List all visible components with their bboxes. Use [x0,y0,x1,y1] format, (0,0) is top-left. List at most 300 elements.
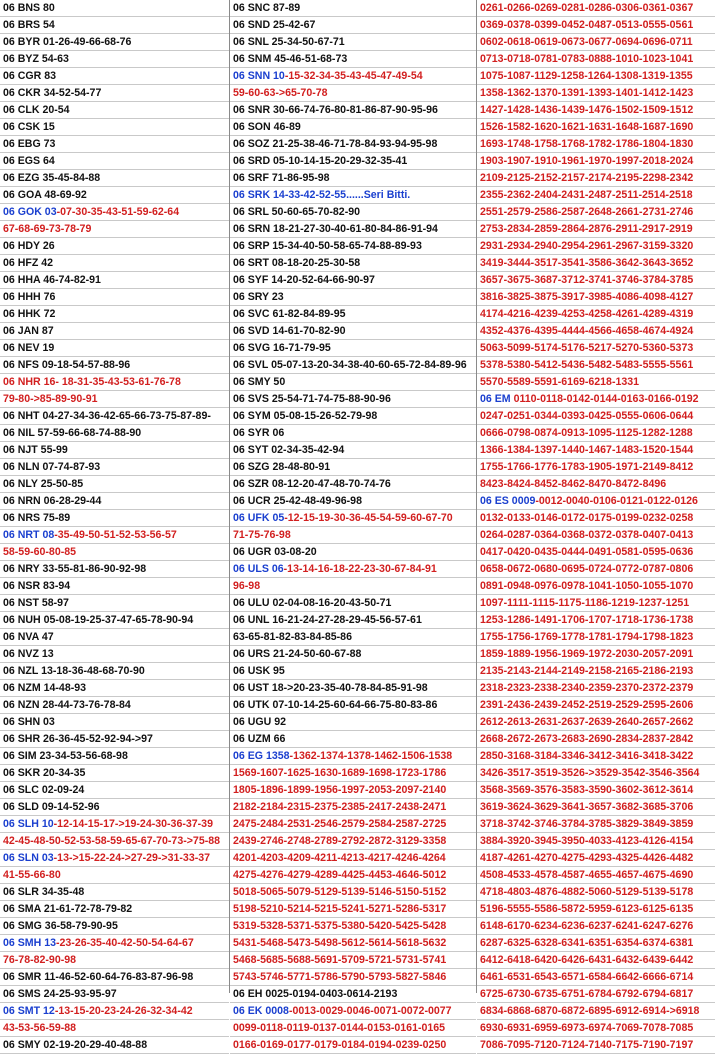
plate-entry [477,153,715,170]
plate-text: 06 NZN 28-44-73-76-78-84 [3,699,131,711]
plate-text: 06 SNC 87-89 [233,2,301,14]
plate-entry [230,986,476,1003]
plate-text: 2439-2746-2748-2789-2792-2872-3129-3358 [233,835,447,847]
plate-entry [230,918,476,935]
plate-text: 4187-4261-4270-4275-4293-4325-4426-4482 [480,852,694,864]
plate-text: 06 UGU 92 [233,716,286,728]
plate-text: 06 ULU 02-04-08-16-20-43-50-71 [233,597,392,609]
plate-text: 0247-0251-0344-0393-0425-0555-0606-0644 [480,410,694,422]
plate-text: 2850-3168-3184-3346-3412-3416-3418-3422 [480,750,694,762]
plate-entry [0,731,229,748]
plate-entry [477,238,715,255]
plate-entry [230,204,476,221]
plate-text: 06 UGR 03-08-20 [233,546,317,558]
plate-entry [477,629,715,646]
plate-column-1 [0,0,229,1051]
plate-entry [0,1003,229,1020]
plate-text: 06 SRN 18-21-27-30-40-61-80-84-86-91-94 [233,223,438,235]
plate-text: 41-55-66-80 [3,869,61,881]
plate-entry [477,119,715,136]
plate-entry [230,391,476,408]
plate-entry [230,272,476,289]
plate-entry [0,221,229,238]
plate-entry [477,663,715,680]
plate-entry [0,1020,229,1037]
plate-entry [230,629,476,646]
plate-text: 06 SNN 10 [233,70,285,82]
plate-text: 06 SNR 30-66-74-76-80-81-86-87-90-95-96 [233,104,438,116]
plate-text: 06 SON 46-89 [233,121,301,133]
plate-entry [230,969,476,986]
plate-column-3 [477,0,715,1051]
plate-text: 06 EG 1358 [233,750,290,762]
plate-text: 1427-1428-1436-1439-1476-1502-1509-1512 [480,104,694,116]
plate-entry [0,272,229,289]
plate-entry [477,34,715,51]
plate-entry [0,68,229,85]
plate-entry [477,867,715,884]
plate-text: 06 SIM 23-34-53-56-68-98 [3,750,128,762]
plate-text: 06 SVC 61-82-84-89-95 [233,308,346,320]
plate-entry [0,697,229,714]
plate-text: 1097-1111-1115-1175-1186-1219-1237-1251 [480,597,690,609]
plate-text: 6461-6531-6543-6571-6584-6642-6666-6714 [480,971,694,983]
plate-entry [477,544,715,561]
plate-entry [230,0,476,17]
plate-text: 4718-4803-4876-4882-5060-5129-5139-5178 [480,886,694,898]
plate-entry [477,459,715,476]
plate-text: 06 SHR 26-36-45-52-92-94->97 [3,733,153,745]
plate-entry [0,612,229,629]
plate-entry [0,17,229,34]
plate-text: 06 SVD 14-61-70-82-90 [233,325,346,337]
plate-text: 2668-2672-2673-2683-2690-2834-2837-2842 [480,733,694,745]
plate-entry [230,935,476,952]
plate-entry [477,595,715,612]
plate-text: 1859-1889-1956-1969-1972-2030-2057-2091 [480,648,694,660]
plate-text: 06 SMT 12 [3,1005,55,1017]
plate-entry [477,289,715,306]
plate-text: 06 SNL 25-34-50-67-71 [233,36,345,48]
plate-text: 1755-1766-1776-1783-1905-1971-2149-8412 [480,461,694,473]
plate-text: 06 SYR 06 [233,427,285,439]
plate-entry [230,714,476,731]
plate-entry [477,1020,715,1037]
plate-entry [0,187,229,204]
plate-text: -0012-0040-0106-0121-0122-0126 [535,495,698,507]
plate-entry [477,85,715,102]
plate-text: 06 SVG 16-71-79-95 [233,342,331,354]
plate-entry [477,969,715,986]
plate-entry [477,323,715,340]
plate-entry [0,255,229,272]
plate-entry [477,748,715,765]
plate-text: 06 SRK 14-33-42-52-55......Seri Bitti. [233,189,411,201]
plate-entry [477,1037,715,1054]
plate-text: 06 UFK 05 [233,512,285,524]
plate-entry [0,799,229,816]
plate-entry [230,34,476,51]
plate-text: 2475-2484-2531-2546-2579-2584-2587-2725 [233,818,447,830]
plate-entry [477,527,715,544]
plate-entry [230,680,476,697]
plate-entry [0,323,229,340]
plate-text: 06 EM [480,393,514,405]
plate-entry [230,731,476,748]
plate-text: 06 SRY 23 [233,291,284,303]
plate-entry [477,680,715,697]
plate-text: 06 SYT 02-34-35-42-94 [233,444,345,456]
plate-text: 71-75-76-98 [233,529,291,541]
plate-text: 06 NVA 47 [3,631,54,643]
plate-entry [477,816,715,833]
plate-text: 6412-6418-6420-6426-6431-6432-6439-6442 [480,954,694,966]
plate-text: 6287-6325-6328-6341-6351-6354-6374-6381 [480,937,694,949]
plate-entry [477,221,715,238]
plate-entry [0,357,229,374]
plate-entry [477,884,715,901]
plate-text: 3568-3569-3576-3583-3590-3602-3612-3614 [480,784,694,796]
plate-text: 58-59-60-80-85 [3,546,77,558]
plate-entry [477,442,715,459]
plate-entry [477,612,715,629]
plate-text: 4201-4203-4209-4211-4213-4217-4246-4264 [233,852,446,864]
plate-text: -1362-1374-1378-1462-1506-1538 [289,750,453,762]
plate-text: 06 NSR 83-94 [3,580,71,592]
plate-text: 1526-1582-1620-1621-1631-1648-1687-1690 [480,121,694,133]
plate-entry [230,765,476,782]
plate-entry [477,952,715,969]
plate-text: 06 SLC 02-09-24 [3,784,85,796]
plate-text: 06 SYM 05-08-15-26-52-79-98 [233,410,378,422]
plate-text: 06 SMG 36-58-79-90-95 [3,920,118,932]
plate-text: 0166-0169-0177-0179-0184-0194-0239-0250 [233,1039,447,1051]
plate-text: 06 CLK 20-54 [3,104,70,116]
plate-text: 06 BYZ 54-63 [3,53,69,65]
plate-entry [477,187,715,204]
plate-entry [0,408,229,425]
plate-entry [230,323,476,340]
plate-entry [0,493,229,510]
plate-text: 1755-1756-1769-1778-1781-1794-1798-1823 [480,631,694,643]
plate-entry [477,102,715,119]
plate-entry [0,935,229,952]
plate-text: 3884-3920-3945-3950-4033-4123-4126-4154 [480,835,694,847]
plate-entry [0,969,229,986]
plate-text: 06 GOA 48-69-92 [3,189,87,201]
plate-text: 06 EH 0025-0194-0403-0614-2193 [233,988,398,1000]
plate-text: 4174-4216-4239-4253-4258-4261-4289-4319 [480,308,694,320]
plate-text: 06 SLD 09-14-52-96 [3,801,100,813]
plate-text: 06 EK 0008 [233,1005,289,1017]
plate-text: 06 CSK 15 [3,121,55,133]
plate-entry [0,884,229,901]
plate-text: 63-65-81-82-83-84-85-86 [233,631,352,643]
plate-text: 06 UCR 25-42-48-49-96-98 [233,495,362,507]
plate-entry [230,782,476,799]
plate-entry [0,850,229,867]
plate-entry [230,425,476,442]
plate-text: 06 BRS 54 [3,19,55,31]
plate-text: 5570-5589-5591-6169-6218-1331 [480,376,640,388]
plate-text: 06 NUH 05-08-19-25-37-47-65-78-90-94 [3,614,194,626]
plate-entry [477,374,715,391]
plate-entry [230,901,476,918]
plate-entry [230,51,476,68]
plate-text: 06 SHN 03 [3,716,55,728]
plate-entry [477,850,715,867]
plate-entry [230,663,476,680]
plate-entry [0,748,229,765]
plate-entry [0,782,229,799]
plate-entry [0,136,229,153]
plate-entry [477,476,715,493]
plate-text: 06 NEV 19 [3,342,55,354]
plate-text: 06 NVZ 13 [3,648,54,660]
plate-text: 5018-5065-5079-5129-5139-5146-5150-5152 [233,886,447,898]
plate-text: 06 NJT 55-99 [3,444,68,456]
plate-text: 6725-6730-6735-6751-6784-6792-6794-6817 [480,988,694,1000]
plate-text: 06 SRP 15-34-40-50-58-65-74-88-89-93 [233,240,422,252]
plate-text: 0602-0618-0619-0673-0677-0694-0696-0711 [480,36,693,48]
plate-entry [477,799,715,816]
plate-text: 06 NLY 25-50-85 [3,478,84,490]
plate-text: 5431-5468-5473-5498-5612-5614-5618-5632 [233,937,447,949]
plate-entry [477,306,715,323]
plate-entry [0,34,229,51]
plate-text: -15-32-34-35-43-45-47-49-54 [284,70,423,82]
plate-entry [230,612,476,629]
plate-text: 0261-0266-0269-0281-0286-0306-0361-0367 [480,2,694,14]
plate-entry [477,697,715,714]
plate-text: -13->15-22-24->27-29->31-33-37 [53,852,211,864]
plate-text: -12-14-15-17->19-24-30-36-37-39 [53,818,213,830]
plate-entry [230,527,476,544]
plate-text: 06 URS 21-24-50-60-67-88 [233,648,362,660]
plate-entry [477,510,715,527]
plate-text: 06 SND 25-42-67 [233,19,316,31]
plate-entry [477,731,715,748]
plate-text: 0713-0718-0781-0783-0888-1010-1023-1041 [480,53,694,65]
plate-text: 06 SLN 03 [3,852,54,864]
plate-text: 06 SRL 50-60-65-70-82-90 [233,206,361,218]
plate-text: -13-14-16-18-22-23-30-67-84-91 [283,563,437,575]
plate-entry [477,646,715,663]
plate-entry [0,425,229,442]
plate-text: 06 SLR 34-35-48 [3,886,85,898]
plate-text: 2551-2579-2586-2587-2648-2661-2731-2746 [480,206,694,218]
plate-text: 67-68-69-73-78-79 [3,223,92,235]
plate-text: 06 HFZ 42 [3,257,54,269]
plate-text: 0417-0420-0435-0444-0491-0581-0595-0636 [480,546,694,558]
plate-text: 06 NZL 13-18-36-48-68-70-90 [3,665,145,677]
plate-entry [230,816,476,833]
plate-text: -35-49-50-51-52-53-56-57 [54,529,177,541]
plate-text: 76-78-82-90-98 [3,954,77,966]
plate-entry [230,833,476,850]
plate-entry [0,765,229,782]
plate-entry [477,833,715,850]
plate-text: 5063-5099-5174-5176-5217-5270-5360-5373 [480,342,694,354]
plate-entry [230,952,476,969]
plate-text: 0666-0798-0874-0913-1095-1125-1282-1288 [480,427,693,439]
plate-entry [0,51,229,68]
plate-entry [477,901,715,918]
plate-text: 06 NRN 06-28-29-44 [3,495,102,507]
plate-entry [230,561,476,578]
plate-text: 06 SMA 21-61-72-78-79-82 [3,903,133,915]
plate-text: 06 NRT 08 [3,529,55,541]
plate-text: 06 EBG 73 [3,138,56,150]
plate-text: 06 UZM 66 [233,733,286,745]
plate-text: 06 HHK 72 [3,308,56,320]
plate-entry [0,663,229,680]
plate-text: 06 CGR 83 [3,70,56,82]
plate-entry [0,85,229,102]
plate-text: 06 UNL 16-21-24-27-28-29-45-56-57-61 [233,614,422,626]
plate-entry [0,510,229,527]
plate-entry [230,697,476,714]
plate-text: 5319-5328-5371-5375-5380-5420-5425-5428 [233,920,447,932]
plate-text: 8423-8424-8452-8462-8470-8472-8496 [480,478,667,490]
plate-text: -12-15-19-30-36-45-54-59-60-67-70 [284,512,453,524]
plate-text: 06 NRY 33-55-81-86-90-92-98 [3,563,147,575]
plate-text: 06 SOZ 21-25-38-46-71-78-84-93-94-95-98 [233,138,438,150]
plate-text: 43-53-56-59-88 [3,1022,77,1034]
plate-entry [0,442,229,459]
plate-text: 1693-1748-1758-1768-1782-1786-1804-1830 [480,138,694,150]
plate-entry [0,986,229,1003]
plate-entry [0,306,229,323]
plate-entry [0,578,229,595]
plate-entry [230,255,476,272]
plate-entry [230,1003,476,1020]
plate-text: 06 NHR 16- 18-31-35-43-53-61-76-78 [3,376,181,388]
plate-entry [0,119,229,136]
plate-entry [230,544,476,561]
plate-entry [230,476,476,493]
plate-text: 3419-3444-3517-3541-3586-3642-3643-3652 [480,257,694,269]
plate-entry [0,918,229,935]
plate-text: 1366-1384-1397-1440-1467-1483-1520-1544 [480,444,694,456]
plate-entry [230,119,476,136]
plate-entry [0,1037,229,1054]
plate-entry [0,952,229,969]
plate-entry [477,408,715,425]
plate-entry [477,986,715,1003]
plate-text: 06 NRS 75-89 [3,512,71,524]
plate-text: 1805-1896-1899-1956-1997-2053-2097-2140 [233,784,447,796]
plate-entry [0,680,229,697]
plate-entry [0,153,229,170]
plate-text: 06 SNM 45-46-51-68-73 [233,53,348,65]
plate-text: 5196-5555-5586-5872-5959-6123-6125-6135 [480,903,694,915]
plate-text: 06 JAN 87 [3,325,54,337]
plate-text: -23-26-35-40-42-50-54-64-67 [56,937,194,949]
plate-text: 0891-0948-0976-0978-1041-1050-1055-1070 [480,580,694,592]
plate-entry [230,748,476,765]
plate-text: 06 NIL 57-59-66-68-74-88-90 [3,427,142,439]
plate-entry [0,646,229,663]
plate-entry [230,102,476,119]
plate-entry [477,17,715,34]
plate-entry [477,782,715,799]
plate-text: 06 SYF 14-20-52-64-66-90-97 [233,274,375,286]
plate-text: 06 USK 95 [233,665,285,677]
plate-entry [230,306,476,323]
plate-text: 06 HHA 46-74-82-91 [3,274,101,286]
plate-entry [230,1037,476,1054]
plate-entry [230,408,476,425]
plate-text: 06 SMH 13 [3,937,56,949]
plate-text: 06 BNS 80 [3,2,55,14]
plate-entry [477,918,715,935]
plate-text: 79-80->85-89-90-91 [3,393,98,405]
plate-entry [230,238,476,255]
plate-entry [477,561,715,578]
plate-text: 06 SRF 71-86-95-98 [233,172,330,184]
plate-text: 06 NFS 09-18-54-57-88-96 [3,359,131,371]
plate-entry [0,374,229,391]
plate-text: 06 NHT 04-27-34-36-42-65-66-73-75-87-89- [3,410,211,422]
plate-text: 06 HDY 26 [3,240,55,252]
plate-entry [230,17,476,34]
plate-text: 06 EGS 64 [3,155,55,167]
plate-entry [477,68,715,85]
plate-text: 3619-3624-3629-3641-3657-3682-3685-3706 [480,801,694,813]
plate-entry [477,204,715,221]
plate-text: 0099-0118-0119-0137-0144-0153-0161-0165 [233,1022,446,1034]
plate-entry [0,527,229,544]
plate-entry [477,357,715,374]
plate-text: 06 HHH 76 [3,291,56,303]
plate-text: 06 ULS 06 [233,563,284,575]
plate-entry [477,136,715,153]
plate-entry [0,629,229,646]
plate-text: 59-60-63->65-70-78 [233,87,328,99]
plate-entry [0,238,229,255]
plate-text: 4508-4533-4578-4587-4655-4657-4675-4690 [480,869,694,881]
plate-text: 3657-3675-3687-3712-3741-3746-3784-3785 [480,274,694,286]
plate-entry [477,255,715,272]
plate-text: -0013-0029-0046-0071-0072-0077 [288,1005,452,1017]
plate-entry [0,595,229,612]
plate-entry [0,289,229,306]
plate-entry [230,136,476,153]
plate-text: 3816-3825-3875-3917-3985-4086-4098-4127 [480,291,694,303]
plate-entry [230,459,476,476]
plate-text: 4352-4376-4395-4444-4566-4658-4674-4924 [480,325,694,337]
plate-entry [230,85,476,102]
plate-entry [230,578,476,595]
plate-entry [477,493,715,510]
plate-entry [0,816,229,833]
plate-text: 06 SVL 05-07-13-20-34-38-40-60-65-72-84-89-96 [233,359,467,371]
plate-text: 6930-6931-6959-6973-6974-7069-7078-7085 [480,1022,694,1034]
plate-entry [230,595,476,612]
plate-entry [0,833,229,850]
plate-entry [230,170,476,187]
plate-text: 06 SVS 25-54-71-74-75-88-90-96 [233,393,391,405]
plate-entry [0,476,229,493]
plate-entry [230,221,476,238]
plate-text: 0132-0133-0146-0172-0175-0199-0232-0258 [480,512,694,524]
plate-entry [477,578,715,595]
plate-text: 06 NST 58-97 [3,597,69,609]
plate-text: 0658-0672-0680-0695-0724-0772-0787-0806 [480,563,694,575]
plate-text: 2182-2184-2315-2375-2385-2417-2438-2471 [233,801,447,813]
plate-text: 3718-3742-3746-3784-3785-3829-3849-3859 [480,818,694,830]
